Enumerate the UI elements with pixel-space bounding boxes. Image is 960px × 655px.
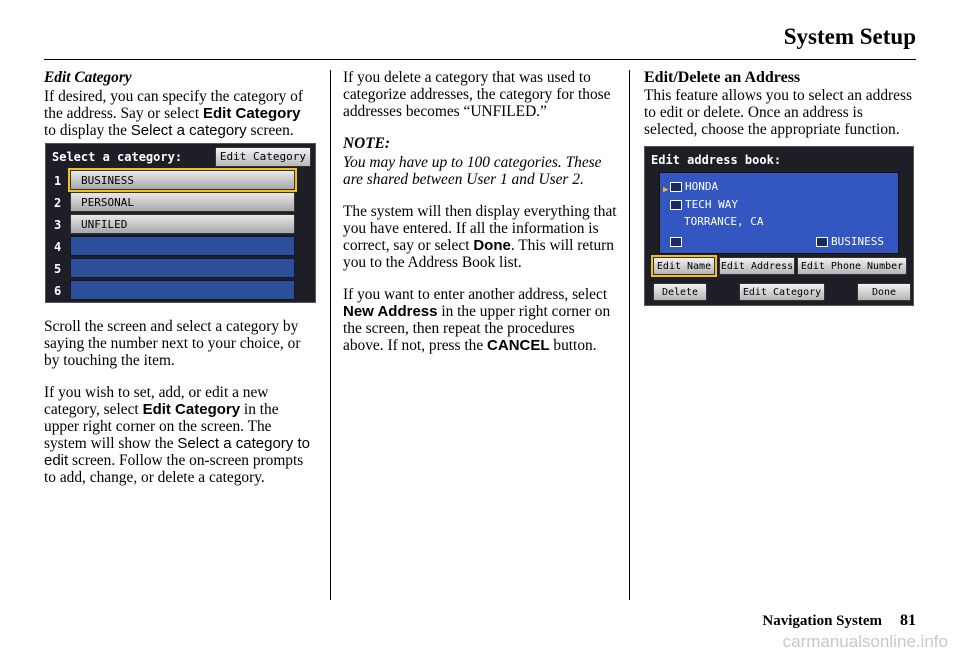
col2-paragraph-2: The system will then display everything that you have entered. If all the information is correct, say or select Done. This will return you to the Address Book list. [343, 203, 617, 271]
row-number: 3 [54, 218, 62, 232]
address-city: TORRANCE, CA [684, 215, 764, 228]
col3-paragraph-1: This feature allows you to select an address to edit or delete. Once an address is selected, choose the appropriate function. [644, 87, 912, 138]
select-category-screenshot [45, 143, 316, 303]
header-rule [44, 59, 916, 60]
row-number: 6 [54, 284, 62, 298]
page-header-title: System Setup [783, 24, 916, 49]
col2-paragraph-1: If you delete a category that was used to categorize addresses, the category for those addresses becomes “UNFILED.” [343, 69, 611, 120]
category-row[interactable] [50, 214, 315, 236]
column-divider-2 [629, 70, 630, 600]
column-2 [343, 69, 618, 369]
name-icon [670, 182, 682, 192]
address-name: HONDA [670, 178, 718, 195]
category-item[interactable]: BUSINESS [70, 170, 295, 190]
col1-paragraph-1: If desired, you can specify the category of the address. Say or select Edit Category to display the Select a category screen. [44, 88, 303, 139]
category-row[interactable] [50, 236, 315, 258]
page-number: 81 [900, 612, 916, 629]
category-row[interactable] [50, 258, 315, 280]
edit-address-button[interactable]: Edit Address [719, 257, 795, 275]
category-row[interactable] [50, 170, 315, 192]
category-item[interactable] [70, 280, 295, 300]
watermark: carmanualsonline.info [782, 632, 948, 651]
done-button[interactable]: Done [857, 283, 911, 301]
row-number: 2 [54, 196, 62, 210]
address-icon [670, 200, 682, 210]
note-text: You may have up to 100 categories. These are shared between User 1 and User 2. [343, 154, 602, 188]
delete-button[interactable]: Delete [653, 283, 707, 301]
edit-category-button[interactable]: Edit Category [739, 283, 825, 301]
screen-title: Edit address book: [651, 153, 782, 167]
category-item[interactable]: PERSONAL [70, 192, 295, 212]
category-item[interactable]: UNFILED [70, 214, 295, 234]
footer-label: Navigation System [762, 613, 882, 629]
column-1 [44, 69, 316, 501]
category-item[interactable] [70, 258, 295, 278]
edit-category-button[interactable]: Edit Category [215, 147, 311, 167]
address-panel [659, 172, 899, 254]
address-street: TECH WAY [670, 196, 738, 213]
col2-paragraph-3: If you want to enter another address, select New Address in the upper right corner on the screen, then repeat the procedures above. If not, press the CANCEL button. [343, 286, 611, 354]
category-row[interactable] [50, 280, 315, 302]
edit-phone-number-button[interactable]: Edit Phone Number [797, 257, 907, 275]
screen-title: Select a category: [52, 150, 183, 164]
edit-address-book-screenshot [644, 146, 914, 306]
category-item[interactable] [70, 236, 295, 256]
category-row[interactable] [50, 192, 315, 214]
edit-name-button[interactable]: Edit Name [653, 257, 715, 275]
address-category: BUSINESS [816, 233, 884, 250]
note-heading: NOTE: [343, 135, 391, 152]
edit-delete-heading: Edit/Delete an Address [644, 69, 801, 86]
row-number: 4 [54, 240, 62, 254]
row-number: 5 [54, 262, 62, 276]
col1-paragraph-3: If you wish to set, add, or edit a new category, select Edit Category in the upper right corner on the screen. The system will show the Select a category to edit screen. Follow the on-screen prompts to add, change, or delete a category. [44, 384, 310, 486]
phone-line [670, 233, 685, 250]
column-divider-1 [330, 70, 331, 600]
category-icon [816, 237, 828, 247]
phone-icon [670, 237, 682, 247]
col1-paragraph-2: Scroll the screen and select a category by saying the number next to your choice, or by touching the item. [44, 318, 301, 369]
column-3 [644, 69, 919, 306]
row-number: 1 [54, 174, 62, 188]
pointer-arrow-icon: ▶ [663, 185, 669, 195]
edit-category-heading: Edit Category [44, 69, 132, 86]
